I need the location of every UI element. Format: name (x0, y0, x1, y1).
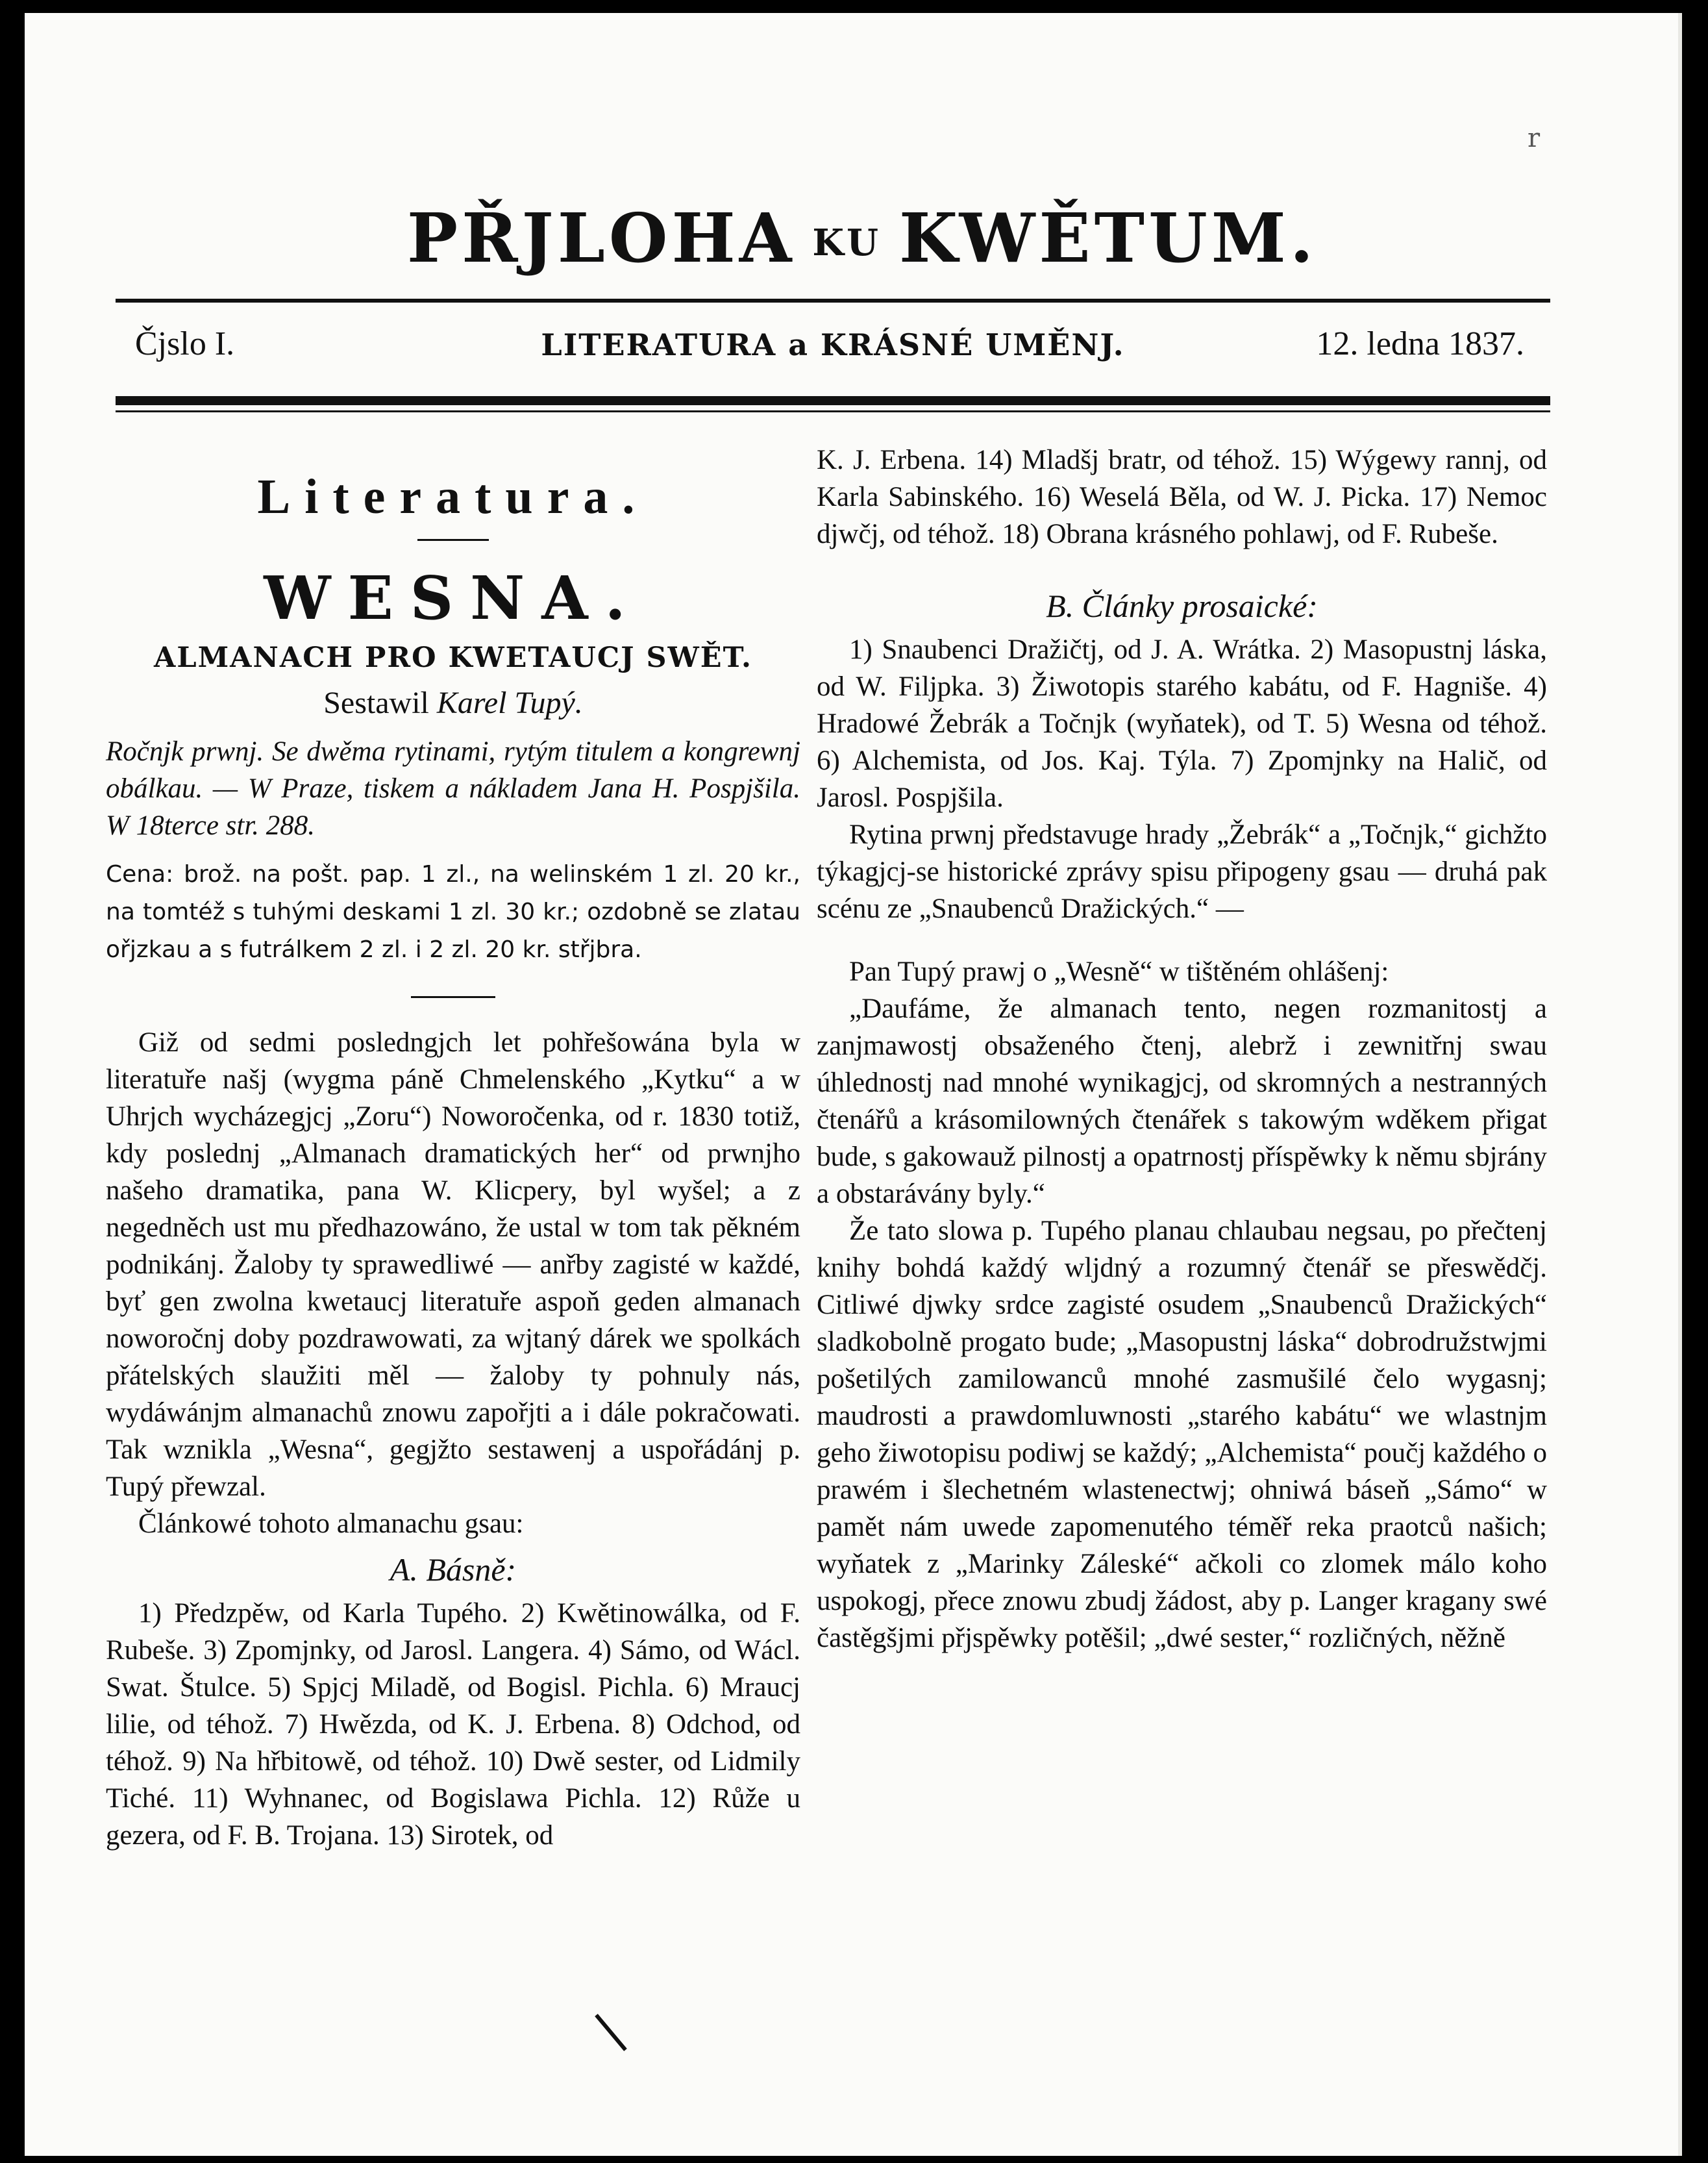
book-description: Ročnjk prwnj. Se dwěma rytinami, rytým titulem a kongrewnj obálkau. — W Praze, tiskem a nákladem Jana H. Pospjšila. W 18terce str. 288. (106, 736, 800, 841)
compiled-by (106, 684, 800, 721)
paragraph-review: Že tato slowa p. Tupého planau chlaubau negsau, po přečtenj knihy bohdá každý wljdný a rozumný čtenář se přeswědčj. Citliwé djwky srdce zagisté osudem „Snaubenců Dražických“ sladkobolně progato bude; „Masopustnj láska“ dobrodružstwjmi pošetilých zamilowanců mnohé zasmušilé čelo wygasnj; maudrosti a prawdomluwnosti „starého kabátu“ we wlastnjm geho žiwotopisu podiwj se každý; „Alchemista“ poučj každého o prawém i šlechetném wlastenectwj; ohniwá báseň „Sámo“ w pamět nám uwede zapomenutého téměř reka praotců našich; wyňatek z „Marinky Záleské“ ačkoli co zlomek málo koho uspokogj, přece znowu zbudj žádost, aby p. Langer kragany swé častěgšjmi přjspěwky potěšil; „dwé sester,“ rozličných, něžně (817, 1216, 1547, 1653)
section-poems: A. Básně: (390, 1551, 517, 1588)
masthead-rule-top (116, 299, 1550, 303)
compiled-name: Karel Tupý. (436, 686, 583, 720)
masthead-title-left: PŘJLOHA (406, 198, 796, 278)
left-column (106, 442, 800, 1854)
right-column (817, 442, 1547, 1657)
paragraph-announcement-intro: Pan Tupý prawj o „Wesně“ w tištěném ohlášenj: (849, 956, 1389, 987)
stray-mark: r (1528, 123, 1541, 153)
masthead-rule-bottom-thick (116, 396, 1550, 405)
poems-list-continued: K. J. Erbena. 14) Mladšj bratr, od téhož. 15) Wýgewy rannj, od Karla Sabinského. 16) Weselá Běla, od W. J. Picka. 17) Nemoc djwčj, od téhož. 18) Obrana krásného pohlawj, od F. Rubeše. (817, 445, 1547, 549)
paragraph-intro: Giž od sedmi posledngjch let pohřešowána byla w literatuře našj (wygma páně Chmelenského „Kytku“ a w Uhrjch wycházegjcj „Zoru“) Noworočenka, od r. 1830 totiž, kdy poslednj „Almanach dramatických her“ od prwnjho našeho dramatika, pana W. Klicpery, byl wyšel; a z negedněch ust mu předhazowáno, že ustal w tom tak pěkném podnikánj. Žaloby ty sprawedliwé — anřby zagisté w každé, byť gen zwolna kwetaucj literatuře aspoň geden almanach noworočnj doby pozdrawowati, za wjtaný dárek we spolkách přátelských slaužiti měl — žaloby ty pohnuly nás, wydáwánjm almanachů znowu zapořjti a i dále pokračowati. Tak wznikla „Wesna“, gegjžto sestawenj a uspořádánj p. Tupý přewzal. (106, 1027, 800, 1502)
compiled-prefix: Sestawil (323, 686, 429, 720)
paragraph-engravings: Rytina prwnj představuge hrady „Žebrák“ a „Točnjk,“ gichžto týkagjcj-se historické zprávy spisu připogeny gsau — druhá pak scénu ze „Snaubenců Dražických.“ — (817, 819, 1547, 924)
scan-edge (1678, 13, 1682, 2156)
newspaper-page (25, 13, 1682, 2156)
divider (411, 996, 495, 998)
issue-number: Čjslo I. (135, 325, 235, 362)
section-header: LITERATURA a KRÁSNÉ UMĚNJ. (541, 327, 1125, 362)
masthead-title-right: KWĚTUM. (898, 198, 1318, 278)
poems-list: 1) Předzpěw, od Karla Tupého. 2) Kwětinowálka, od F. Rubeše. 3) Zpomjnky, od Jarosl. Langera. 4) Sámo, od Wácl. Swat. Štulce. 5) Spjcj Miladě, od Bogisl. Pichla. 6) Mraucj lilie, od téhož. 7) Hwězda, od K. J. Erbena. 8) Odchod, od téhož. 9) Na hřbitowě, od téhož. 10) Dwě sester, od Lidmily Tiché. 11) Wyhnanec, od Bogislawa Pichla. 12) Růže u gezera, od F. B. Trojana. 13) Sirotek, od (106, 1598, 800, 1851)
book-price: Cena: brož. na pošt. pap. 1 zl., na welinském 1 zl. 20 kr., na tomtéž s tuhými deskami 1 zl. 30 kr.; ozdobně se zlatau ořjzkau a s futrálkem 2 zl. i 2 zl. 20 kr. střjbra. (106, 861, 800, 963)
paragraph-announcement-quote: „Daufáme, že almanach tento, negen rozmanitostj a zanjmawostj obsaženého čtenj, alebrž i zewnitřnj swau úhlednostj nad mnohé wynikagjcj, od skromných a nestranných čtenářů a krásomilowných čtenářek s takowým wděkem přigat bude, s gakowauž pilnostj a opatrnostj příspěwky k němu sbjrány a obstarávány byly.“ (817, 994, 1547, 1209)
issue-line (116, 325, 1550, 377)
masthead-rule-bottom-thin (116, 410, 1550, 412)
masthead-title-mid: KU (812, 221, 882, 264)
masthead-title (375, 198, 1349, 278)
paragraph-contents-intro: Článkowé tohoto almanachu gsau: (138, 1508, 524, 1539)
section-prose: B. Články prosaické: (1046, 588, 1318, 624)
prose-list: 1) Snaubenci Dražičtj, od J. A. Wrátka. 2) Masopustnj láska, od W. Filjpka. 3) Žiwotopis starého kabátu, od F. Hagniše. 4) Hradowé Žebrák a Točnjk (wyňatek), od T. 5) Wesna od téhož. 6) Alchemista, od Jos. Kaj. Týla. 7) Zpomjnky na Halič, od Jarosl. Pospjšila. (817, 634, 1547, 813)
section-heading-literatura: Literatura. (257, 469, 649, 524)
issue-date: 12. ledna 1837. (1316, 325, 1524, 362)
stray-ink-mark (595, 2014, 627, 2051)
book-subtitle: ALMANACH PRO KWETAUCJ SWĚT. (153, 642, 753, 674)
divider (417, 539, 489, 541)
book-title: WESNA. (264, 563, 643, 633)
